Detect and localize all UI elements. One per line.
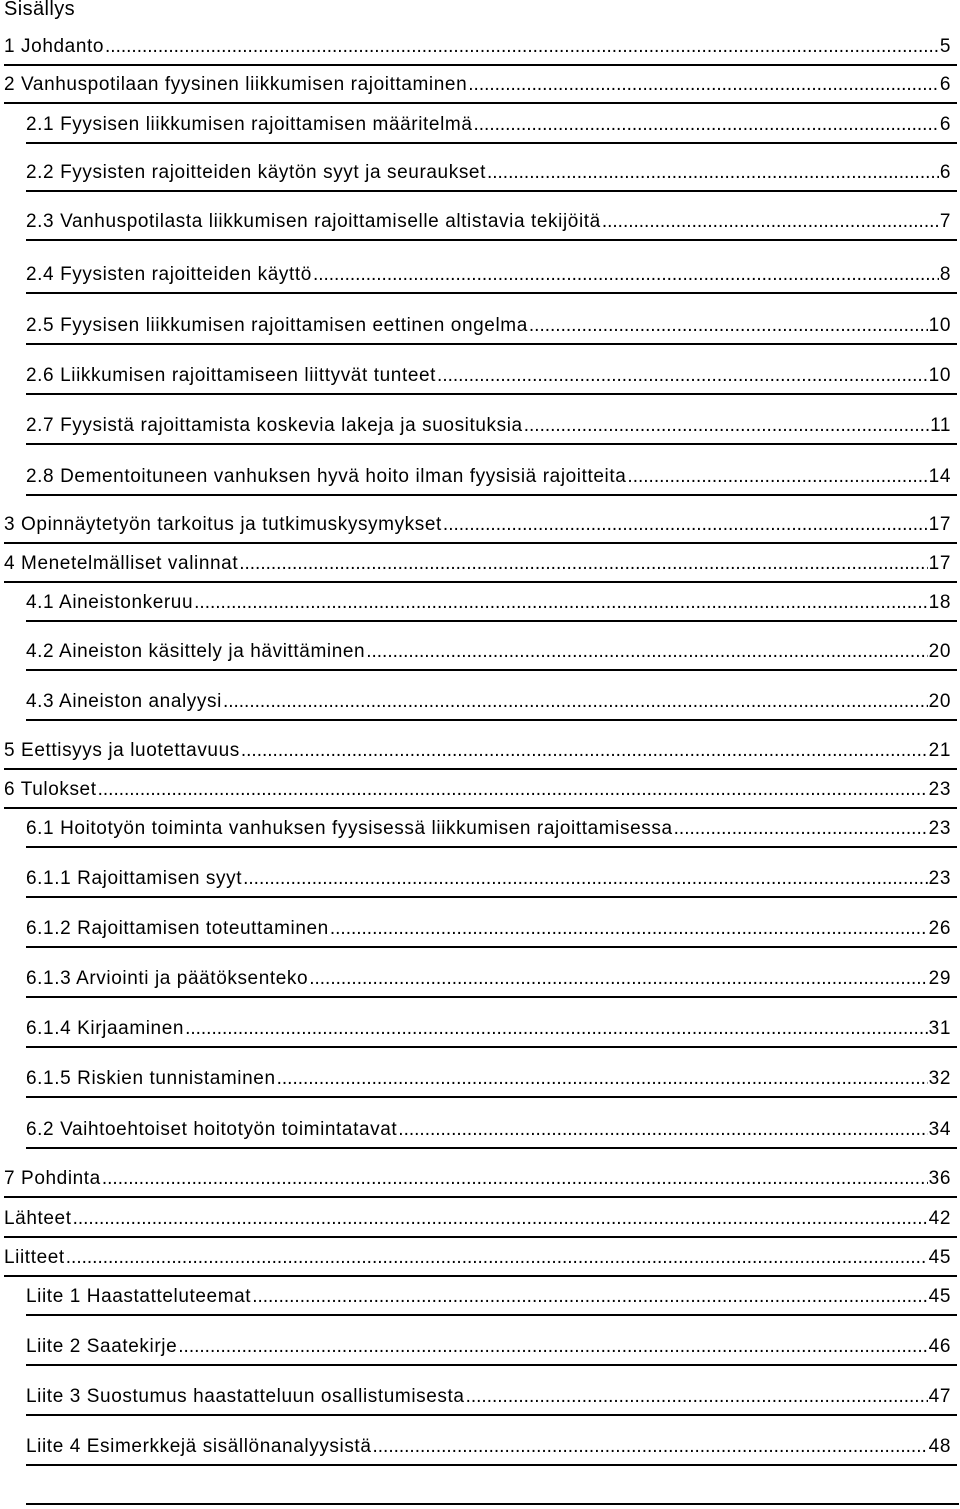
toc-underline xyxy=(4,1275,957,1277)
toc-underline xyxy=(4,1236,957,1238)
toc-entry-page: 45 xyxy=(928,1247,951,1268)
toc-entry[interactable] xyxy=(26,691,951,713)
toc-underline xyxy=(26,393,957,395)
toc-entry-title: 6.1.4 Kirjaaminen xyxy=(26,1018,185,1039)
toc-entry[interactable] xyxy=(26,211,951,233)
toc-entry-title: Liite 4 Esimerkkejä sisällönanalyysistä xyxy=(26,1436,372,1457)
toc-entry-page: 14 xyxy=(928,466,951,487)
toc-entry-title: Liitteet xyxy=(4,1247,65,1268)
toc-underline xyxy=(26,996,957,998)
toc-entry[interactable] xyxy=(26,315,951,337)
toc-entry-title: 6.2 Vaihtoehtoiset hoitotyön toimintatavat xyxy=(26,1119,398,1140)
toc-underline xyxy=(4,768,957,770)
toc-entry[interactable] xyxy=(26,1018,951,1040)
toc-entry[interactable] xyxy=(4,36,951,58)
toc-entry-title: 4.2 Aineiston käsittely ja hävittäminen xyxy=(26,641,366,662)
toc-underline xyxy=(4,807,957,809)
dot-leader xyxy=(468,74,939,96)
toc-entry-page: 23 xyxy=(928,818,951,839)
toc-entry-page: 20 xyxy=(928,691,951,712)
dot-leader xyxy=(366,641,927,663)
dot-leader xyxy=(330,918,928,940)
toc-entry[interactable] xyxy=(26,918,951,940)
toc-entry-title: 2.8 Dementoituneen vanhuksen hyvä hoito ilman fyysisiä rajoitteita xyxy=(26,466,627,487)
dot-leader xyxy=(473,114,938,136)
dot-leader xyxy=(239,553,927,575)
toc-entry-page: 29 xyxy=(928,968,951,989)
toc-entry[interactable] xyxy=(26,1119,951,1141)
toc-underline xyxy=(26,669,957,671)
dot-leader xyxy=(73,1208,928,1230)
toc-entry-title: 2.7 Fyysistä rajoittamista koskevia lakeja ja suosituksia xyxy=(26,415,523,436)
toc-entry[interactable] xyxy=(26,114,951,136)
toc-entry-page: 5 xyxy=(939,36,951,57)
toc-entry-page: 6 xyxy=(939,114,951,135)
toc-entry[interactable] xyxy=(26,466,951,488)
toc-entry[interactable] xyxy=(26,162,951,184)
toc-entry[interactable] xyxy=(4,514,951,536)
toc-underline xyxy=(26,343,957,345)
dot-leader xyxy=(529,315,928,337)
toc-entry[interactable] xyxy=(26,1386,951,1408)
dot-leader xyxy=(674,818,928,840)
toc-underline xyxy=(26,443,957,445)
dot-leader xyxy=(309,968,927,990)
toc-entry-title: 2.5 Fyysisen liikkumisen rajoittamisen eettinen ongelma xyxy=(26,315,528,336)
toc-entry[interactable] xyxy=(26,641,951,663)
toc-entry-page: 10 xyxy=(928,365,951,386)
toc-entry-page: 32 xyxy=(928,1068,951,1089)
toc-entry-title: 6.1.1 Rajoittamisen syyt xyxy=(26,868,243,889)
dot-leader xyxy=(66,1247,928,1269)
toc-underline xyxy=(26,1364,957,1366)
toc-entry-page: 18 xyxy=(928,592,951,613)
dot-leader xyxy=(223,691,928,713)
page-title: Sisällys xyxy=(4,0,75,20)
toc-underline xyxy=(26,292,957,294)
toc-entry-page: 23 xyxy=(928,779,951,800)
toc-entry-page: 34 xyxy=(928,1119,951,1140)
toc-underline xyxy=(4,64,957,66)
toc-entry-title: 2.1 Fyysisen liikkumisen rajoittamisen määritelmä xyxy=(26,114,473,135)
toc-entry-title: 2.4 Fyysisten rajoitteiden käyttö xyxy=(26,264,312,285)
toc-entry[interactable] xyxy=(26,1286,951,1308)
dot-leader xyxy=(443,514,928,536)
toc-entry-page: 45 xyxy=(928,1286,951,1307)
toc-entry-title: Liite 2 Saatekirje xyxy=(26,1336,178,1357)
dot-leader xyxy=(102,1168,928,1190)
toc-entry-title: 1 Johdanto xyxy=(4,36,105,57)
toc-entry-page: 26 xyxy=(928,918,951,939)
toc-entry-title: 4.3 Aineiston analyysi xyxy=(26,691,222,712)
toc-entry-title: Liite 3 Suostumus haastatteluun osallistumisesta xyxy=(26,1386,465,1407)
toc-underline xyxy=(26,1147,957,1149)
dot-leader xyxy=(437,365,928,387)
dot-leader xyxy=(466,1386,928,1408)
toc-entry[interactable] xyxy=(4,1247,951,1269)
dot-leader xyxy=(252,1286,927,1308)
dot-leader xyxy=(524,415,929,437)
toc-underline xyxy=(26,1464,957,1466)
toc-entry-title: Liite 1 Haastatteluteemat xyxy=(26,1286,252,1307)
dot-leader xyxy=(277,1068,928,1090)
dot-leader xyxy=(487,162,939,184)
toc-entry-title: 7 Pohdinta xyxy=(4,1168,101,1189)
dot-leader xyxy=(185,1018,928,1040)
toc-entry[interactable] xyxy=(26,868,951,890)
toc-entry-page: 47 xyxy=(928,1386,951,1407)
dot-leader xyxy=(105,36,939,58)
toc-underline xyxy=(26,946,957,948)
toc-entry[interactable] xyxy=(26,365,951,387)
toc-entry-page: 23 xyxy=(928,868,951,889)
toc-underline xyxy=(26,719,957,721)
toc-underline xyxy=(26,1414,957,1416)
toc-entry-title: 3 Opinnäytetyön tarkoitus ja tutkimuskysymykset xyxy=(4,514,442,535)
toc-underline xyxy=(26,190,957,192)
toc-underline xyxy=(4,581,957,583)
toc-entry[interactable] xyxy=(26,264,951,286)
toc-entry-page: 8 xyxy=(939,264,951,285)
dot-leader xyxy=(243,868,928,890)
toc-underline xyxy=(4,542,957,544)
dot-leader xyxy=(178,1336,927,1358)
toc-entry-page: 42 xyxy=(928,1208,951,1229)
toc-underline xyxy=(26,896,957,898)
dot-leader xyxy=(98,779,928,801)
toc-entry-page: 17 xyxy=(928,514,951,535)
toc-underline xyxy=(26,494,957,496)
dot-leader xyxy=(313,264,939,286)
toc-entry-title: 6.1.3 Arviointi ja päätöksenteko xyxy=(26,968,309,989)
toc-underline xyxy=(26,142,957,144)
toc-entry-title: 6.1.5 Riskien tunnistaminen xyxy=(26,1068,276,1089)
toc-entry-title: 6.1.2 Rajoittamisen toteuttaminen xyxy=(26,918,329,939)
toc-entry-page: 46 xyxy=(928,1336,951,1357)
toc-entry-page: 10 xyxy=(928,315,951,336)
dot-leader xyxy=(194,592,928,614)
toc-underline xyxy=(26,1096,957,1098)
toc-entry[interactable] xyxy=(26,1336,951,1358)
toc-underline xyxy=(26,1314,957,1316)
dot-leader xyxy=(602,211,939,233)
toc-entry[interactable] xyxy=(26,1068,951,1090)
footer-rule xyxy=(26,1503,959,1505)
toc-entry-page: 7 xyxy=(939,211,951,232)
toc-entry-page: 21 xyxy=(928,740,951,761)
toc-entry[interactable] xyxy=(26,1436,951,1458)
dot-leader xyxy=(241,740,928,762)
toc-entry[interactable] xyxy=(4,74,951,96)
toc-entry[interactable] xyxy=(26,592,951,614)
toc-underline xyxy=(26,846,957,848)
toc-entry-page: 48 xyxy=(928,1436,951,1457)
toc-entry[interactable] xyxy=(4,1208,951,1230)
toc-entry[interactable] xyxy=(4,1168,951,1190)
toc-entry[interactable] xyxy=(26,818,951,840)
toc-entry[interactable] xyxy=(26,968,951,990)
toc-underline xyxy=(4,1196,957,1198)
toc-entry-title: 2.3 Vanhuspotilasta liikkumisen rajoittamiselle altistavia tekijöitä xyxy=(26,211,601,232)
toc-entry-title: 6.1 Hoitotyön toiminta vanhuksen fyysisessä liikkumisen rajoittamisessa xyxy=(26,818,673,839)
toc-underline xyxy=(26,1046,957,1048)
toc-entry-title: 2.6 Liikkumisen rajoittamiseen liittyvät tunteet xyxy=(26,365,437,386)
toc-entry-page: 6 xyxy=(939,162,951,183)
toc-entry-title: 2.2 Fyysisten rajoitteiden käytön syyt ja seuraukset xyxy=(26,162,486,183)
toc-entry[interactable] xyxy=(4,779,951,801)
toc-underline xyxy=(4,102,957,104)
toc-entry-title: Lähteet xyxy=(4,1208,72,1229)
toc-entry-title: 4 Menetelmälliset valinnat xyxy=(4,553,239,574)
toc-entry[interactable] xyxy=(4,553,951,575)
toc-entry-title: 2 Vanhuspotilaan fyysinen liikkumisen rajoittaminen xyxy=(4,74,468,95)
toc-entry-title: 6 Tulokset xyxy=(4,779,97,800)
toc-underline xyxy=(26,620,957,622)
toc-entry[interactable] xyxy=(26,415,951,437)
toc-entry[interactable] xyxy=(4,740,951,762)
toc-entry-title: 4.1 Aineistonkeruu xyxy=(26,592,194,613)
toc-entry-page: 36 xyxy=(928,1168,951,1189)
dot-leader xyxy=(372,1436,927,1458)
toc-entry-page: 17 xyxy=(928,553,951,574)
dot-leader xyxy=(627,466,927,488)
toc-entry-page: 31 xyxy=(928,1018,951,1039)
toc-entry-page: 6 xyxy=(939,74,951,95)
toc-entry-page: 20 xyxy=(928,641,951,662)
toc-entry-title: 5 Eettisyys ja luotettavuus xyxy=(4,740,240,761)
dot-leader xyxy=(398,1119,927,1141)
toc-entry-page: 11 xyxy=(930,415,951,436)
toc-underline xyxy=(26,239,957,241)
